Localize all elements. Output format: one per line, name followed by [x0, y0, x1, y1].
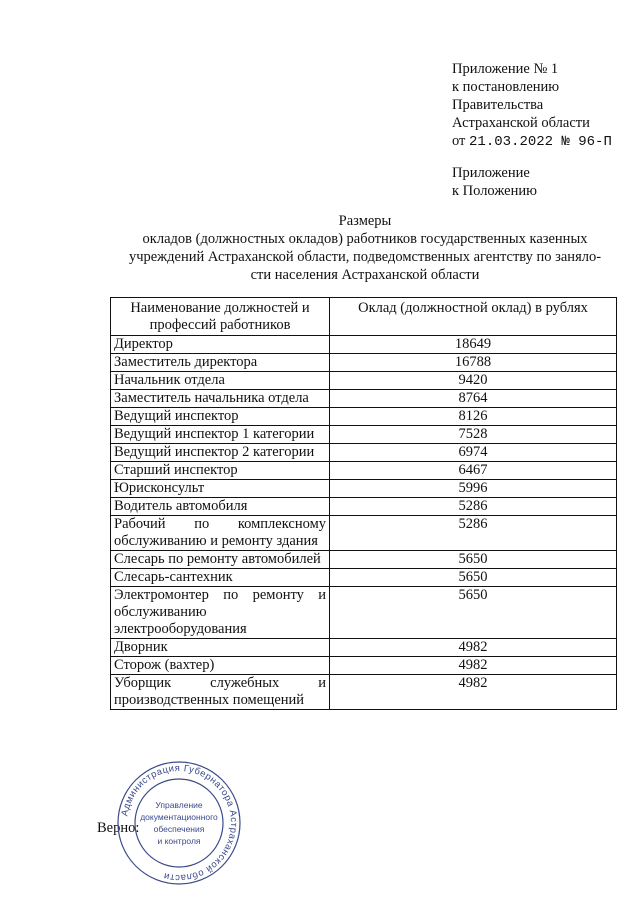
table-row: [111, 675, 617, 710]
salary-value: 8764: [330, 390, 617, 408]
position-name: Старший инспектор: [111, 462, 330, 480]
table-row: [111, 498, 617, 516]
position-name: Ведущий инспектор 2 категории: [111, 444, 330, 462]
date-value: 21.03.2022 № 96-П: [469, 134, 612, 150]
table-row: [111, 336, 617, 354]
salary-value: 5286: [330, 498, 617, 516]
position-name: Водитель автомобиля: [111, 498, 330, 516]
salary-table: [110, 297, 617, 710]
appendix-line: Правительства: [452, 97, 544, 113]
stamp-ring-text: Администрация Губернатора Астраханской области: [119, 762, 240, 884]
appendix2-line: к Положению: [452, 183, 537, 199]
salary-value: 9420: [330, 372, 617, 390]
table-row: [111, 354, 617, 372]
salary-value: 18649: [330, 336, 617, 354]
svg-text:Администрация Губернатора Астр: [119, 763, 239, 883]
position-name: Рабочий по комплексному обслуживанию и ремонту здания: [111, 516, 330, 551]
salary-value: 4982: [330, 657, 617, 675]
position-name: Директор: [111, 336, 330, 354]
appendix-line: Астраханской области: [452, 115, 590, 131]
header-salary: Оклад (должностной оклад) в рублях: [330, 298, 617, 336]
document-title: [110, 212, 620, 284]
table-row: [111, 462, 617, 480]
appendix-line: Приложение № 1: [452, 61, 559, 77]
salary-value: 8126: [330, 408, 617, 426]
table-row: [111, 426, 617, 444]
header-position: Наименование должностей и профессий работников: [111, 298, 330, 336]
salary-value: 4982: [330, 675, 617, 710]
title-line: учреждений Астраханской области, подведомственных агентству по заняло-: [128, 249, 602, 265]
position-name: Сторож (вахтер): [111, 657, 330, 675]
table-row: [111, 569, 617, 587]
position-name: Слесарь-сантехник: [111, 569, 330, 587]
position-name: Электромонтер по ремонту и обслуживанию электрооборудования: [111, 587, 330, 639]
salary-value: 6974: [330, 444, 617, 462]
appendix-to-regulation: [452, 164, 537, 200]
table-row: [111, 516, 617, 551]
table-row: [111, 390, 617, 408]
appendix-date-line: [452, 132, 612, 151]
title-line: окладов (должностных окладов) работников государственных казенных: [142, 231, 588, 247]
position-name: Заместитель начальника отдела: [111, 390, 330, 408]
position-name: Дворник: [111, 639, 330, 657]
position-name: Уборщик служебных и производственных помещений: [111, 675, 330, 710]
title-line: сти населения Астраханской области: [250, 267, 480, 283]
table-row: [111, 444, 617, 462]
salary-value: 6467: [330, 462, 617, 480]
salary-value: 5650: [330, 551, 617, 569]
salary-value: 16788: [330, 354, 617, 372]
salary-value: 5996: [330, 480, 617, 498]
table-row: [111, 408, 617, 426]
salary-value: 4982: [330, 639, 617, 657]
position-name: Начальник отдела: [111, 372, 330, 390]
position-name: Юрисконсульт: [111, 480, 330, 498]
stamp-center-text: Управление: [155, 800, 203, 810]
table-row: [111, 372, 617, 390]
salary-value: 5650: [330, 569, 617, 587]
table-row: [111, 657, 617, 675]
table-row: [111, 480, 617, 498]
salary-value: 5286: [330, 516, 617, 551]
official-stamp: [116, 760, 242, 886]
appendix-line: к постановлению: [452, 79, 560, 95]
appendix-block: [452, 60, 612, 151]
verno-label: Верно:: [97, 820, 140, 836]
salary-value: 5650: [330, 587, 617, 639]
stamp-center-text: документационного: [140, 812, 218, 822]
table-header-row: [111, 298, 617, 336]
table-row: [111, 551, 617, 569]
title-line: Размеры: [338, 213, 392, 229]
position-name: Заместитель директора: [111, 354, 330, 372]
table-row: [111, 639, 617, 657]
salary-value: 7528: [330, 426, 617, 444]
stamp-center-text: и контроля: [157, 836, 201, 846]
position-name: Ведущий инспектор 1 категории: [111, 426, 330, 444]
stamp-center-text: обеспечения: [153, 824, 205, 834]
table-row: [111, 587, 617, 639]
position-name: Ведущий инспектор: [111, 408, 330, 426]
date-prefix: от: [452, 133, 466, 149]
position-name: Слесарь по ремонту автомобилей: [111, 551, 330, 569]
appendix2-line: Приложение: [452, 165, 530, 181]
